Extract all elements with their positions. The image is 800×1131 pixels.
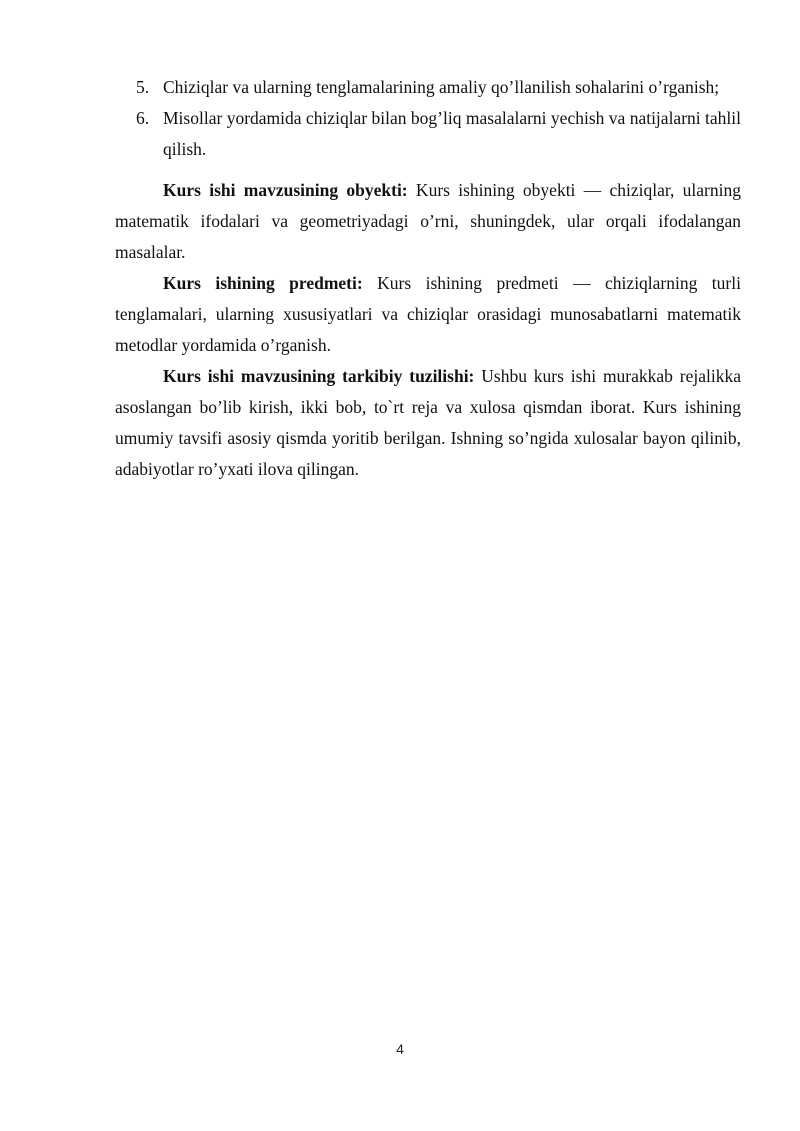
paragraph-object [115,175,741,268]
list-item-number: 6. [136,108,150,128]
list-item [115,72,741,103]
paragraph-lead: Kurs ishi mavzusining tarkibiy tuzilishi: [163,366,475,386]
paragraph-lead: Kurs ishi mavzusining obyekti: [163,180,408,200]
paragraph-text: Ushbu kurs ishi murakkab rejalikka asoslangan bo’lib kirish, ikki bob, to`rt reja va xulosa qismdan iborat. Kurs ishining umumiy tavsifi asosiy qismda yoritib berilgan. Ishning so’ngida xulosalar bayon qilinib, adabiyotlar ro’yxati ilova qilingan. [115,366,741,479]
page-content [115,72,741,485]
list-item-text: Chiziqlar va ularning tenglamalarining amaliy qo’llanilish sohalarini o’rganish; [163,77,720,97]
paragraph-lead: Kurs ishining predmeti: [163,273,363,293]
paragraph-structure [115,361,741,485]
list-item [115,103,741,165]
numbered-list [115,72,741,165]
paragraph-subject [115,268,741,361]
paragraph-text: Kurs ishining obyekti — chiziqlar, ularning matematik ifodalari va geometriyadagi o’rni, shuningdek, ular orqali ifodalangan masalalar. [115,180,741,262]
list-item-number: 5. [136,77,150,97]
page-number: 4 [396,1041,404,1057]
paragraph-text: Kurs ishining predmeti — chiziqlarning turli tenglamalari, ularning xususiyatlari va chiziqlar orasidagi munosabatlarni matematik metodlar yordamida o’rganish. [115,273,741,355]
list-item-text: Misollar yordamida chiziqlar bilan bog’liq masalalarni yechish va natijalarni tahlil qilish. [163,108,741,159]
